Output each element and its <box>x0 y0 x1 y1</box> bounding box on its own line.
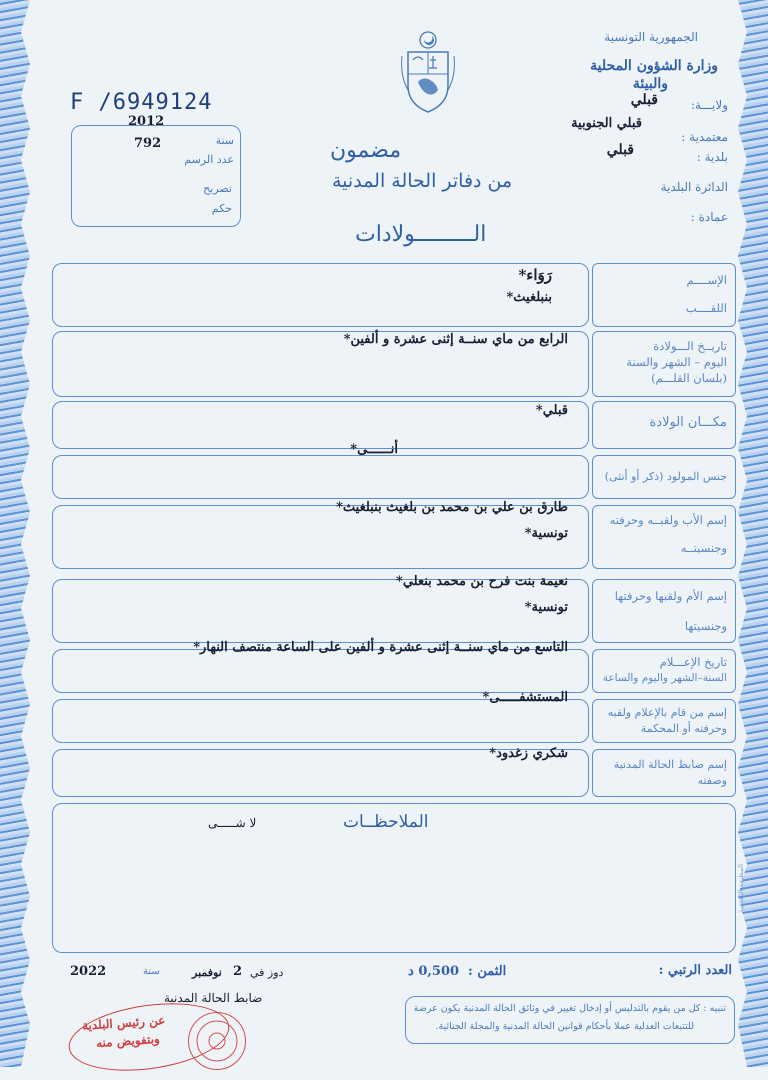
row-sex-label-box <box>592 455 736 499</box>
row-declaration-date <box>52 640 734 695</box>
officer-sublabel: وصفته <box>697 774 727 787</box>
row-birth-date <box>52 331 734 397</box>
row-father-label-box <box>592 505 736 569</box>
issue-year-label: سنة <box>143 966 160 977</box>
registry-box <box>71 125 241 227</box>
mother-nationality-label: وجنسيتها <box>684 619 727 633</box>
price-value: 0,500 د <box>408 964 460 979</box>
municipality-label: بلدية : <box>696 150 728 164</box>
municipal-seal-icon <box>188 1012 246 1070</box>
issue-day: 2 <box>233 964 243 979</box>
issue-date-prefix: دوز في <box>250 966 284 979</box>
officer-value: شكري زغدود* <box>489 746 568 761</box>
sex-value: أنــــــى* <box>350 442 398 457</box>
order-number-label: العدد الرتبي : <box>658 963 732 978</box>
declaration-date-label: تاريخ الإعـــلام <box>659 655 727 669</box>
father-nationality-label: وجنسيتــه <box>680 541 727 555</box>
issue-year: 2022 <box>70 964 107 979</box>
title-births: الـــــــــولادات <box>355 222 487 247</box>
notes-box <box>52 803 745 953</box>
declarant-value: المستشفـــــى* <box>482 690 568 705</box>
issue-month: نوفمبر <box>192 966 222 979</box>
stamp-line-1: عن رئيس البلدية <box>81 1013 166 1033</box>
registry-year-value: 2012 <box>128 114 165 129</box>
judgment-label: حكم <box>211 202 232 215</box>
birth-date-label: تاريــخ الـــولادة <box>653 339 727 353</box>
father-label: إسم الأب ولقبــه وحرفته <box>609 513 727 527</box>
registry-number-value: 792 <box>134 136 162 151</box>
declaration-label: تصريح <box>203 182 232 195</box>
omada-label: عمادة : <box>690 210 728 224</box>
row-name-value-box <box>52 263 589 327</box>
birth-date-sublabel: اليوم – الشهر والسنة <box>626 355 727 369</box>
row-name-label-box <box>592 263 736 327</box>
notes-value: لا شـــــى <box>208 816 257 830</box>
mother-value: نعيمة بنت فرح بن محمد بنعلي* <box>396 574 568 589</box>
title-extract: مضمون <box>330 138 402 163</box>
serial-number: F /6949124 <box>70 90 213 115</box>
sex-label: جنس المولود (ذكر أو أنثى) <box>604 470 727 483</box>
first-name-label: الإســــم <box>686 273 727 287</box>
birth-date-value: الرابع من ماي سنــة إثنى عشرة و ألفين* <box>343 332 568 347</box>
ministry-line-1: وزارة الشؤون المحلية <box>590 58 718 74</box>
warning-line-1: تنبيه : كل من يقوم بالتدليس أو إدخال تغيير في وثائق الحالة المدنية يكون عرضة <box>413 1003 726 1014</box>
row-mother-label-box <box>592 579 736 643</box>
delegation-value: قبلي الجنوبية <box>571 116 642 131</box>
officer-signature-label: ضابط الحالة المدنية <box>164 991 263 1005</box>
declarant-label: إسم من قام بالإعلام ولقبه <box>607 706 727 719</box>
row-birth-place-label-box <box>592 401 736 449</box>
birth-date-sublabel-2: (بلسان القلـــم) <box>651 371 727 385</box>
delegation-label: معتمدية : <box>681 130 728 144</box>
warning-box <box>405 996 735 1044</box>
title-from-registers: من دفاتر الحالة المدنية <box>332 170 513 192</box>
district-label: الدائرة البلدية <box>660 180 728 194</box>
row-mother-value-box <box>52 574 589 643</box>
municipality-value: قبلي <box>606 142 634 158</box>
wilaya-value: قبلي <box>630 92 658 108</box>
declaration-date-value: التاسع من ماي سنــة إثنى عشرة و ألفين على الساعة منتصف النهار* <box>193 640 568 655</box>
first-name-value: رَوَاء* <box>518 266 552 284</box>
registry-year-label: سنة <box>215 134 234 147</box>
row-declarant-label-box <box>592 699 736 743</box>
declarant-sublabel: وحرفته أو المحكمة <box>640 722 727 735</box>
mother-label: إسم الأم ولقبها وحرفتها <box>614 589 727 603</box>
surname-label: اللقــــب <box>685 301 727 315</box>
row-father-value-box <box>52 500 589 569</box>
officer-label: إسم ضابط الحالة المدنية <box>613 758 727 771</box>
row-sex-value-box <box>52 442 589 499</box>
row-officer <box>52 746 734 799</box>
wilaya-label: ولايـــة: <box>690 98 728 112</box>
row-sex <box>52 442 734 501</box>
row-mother <box>52 574 734 645</box>
row-declarant-value-box <box>52 690 589 743</box>
birth-place-value: قبلي* <box>535 403 568 418</box>
stamp-line-2: وبتفويض منه <box>95 1031 161 1051</box>
birth-place-label: مكـــان الولادة <box>649 415 727 430</box>
row-birth-place-value-box <box>52 401 589 449</box>
row-declaration-date-value-box <box>52 640 589 693</box>
notes-label: الملاحظــات <box>343 812 429 832</box>
registry-number-label: عدد الرسم <box>184 153 234 166</box>
father-value: طارق بن علي بن محمد بن بلغيث بنبلغيث* <box>336 500 568 515</box>
row-birth-date-value-box <box>52 331 589 397</box>
row-officer-value-box <box>52 746 589 797</box>
father-nationality-value: تونسية* <box>524 526 568 541</box>
printer-code: المطبعة الرسمية <box>737 864 745 914</box>
decorative-border-left <box>0 0 30 1067</box>
row-declarant <box>52 690 734 745</box>
row-officer-label-box <box>592 749 736 797</box>
republic-label: الجمهورية التونسية <box>604 30 698 44</box>
row-father <box>52 500 734 571</box>
mother-nationality-value: تونسية* <box>524 600 568 615</box>
warning-line-2: للتتبعات العدلية عملا بأحكام قوانين الحالة المدنية والمجلة الجنائية. <box>435 1021 694 1032</box>
ministry-line-2: والبيئة <box>632 76 668 92</box>
row-birth-date-label-box <box>592 331 736 397</box>
row-name <box>52 263 734 327</box>
price-label: الثمن : <box>468 964 507 979</box>
surname-value: بنبلغيث* <box>506 290 552 305</box>
coat-of-arms-icon <box>398 30 458 116</box>
declaration-date-sublabel: السنة–الشهر واليوم والساعة <box>602 672 727 684</box>
row-declaration-date-label-box <box>592 649 736 693</box>
